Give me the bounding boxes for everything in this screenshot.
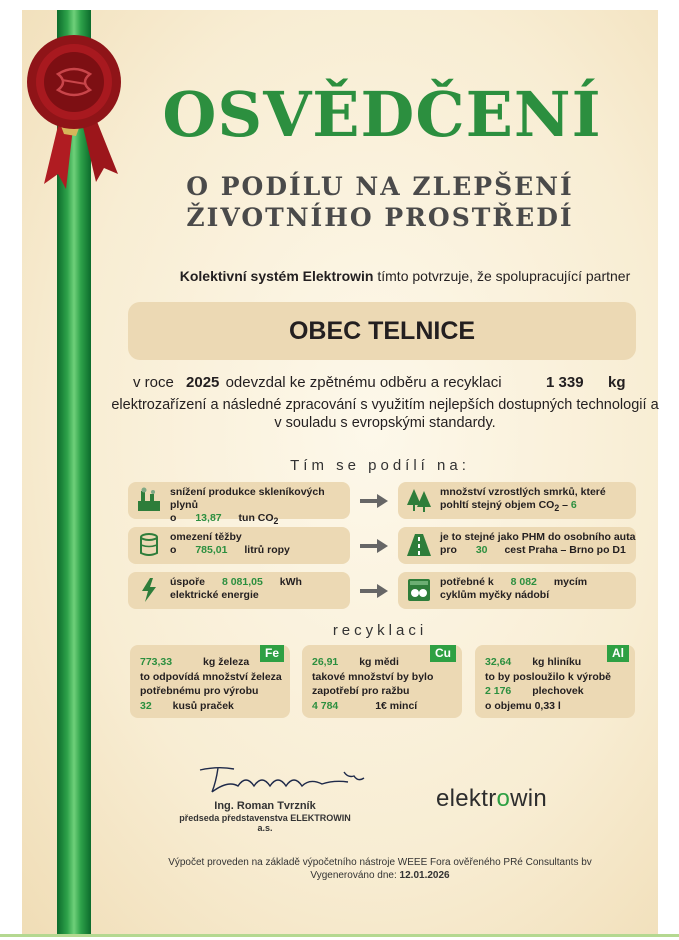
energy-line2: elektrické energie bbox=[170, 589, 259, 601]
signature-image bbox=[198, 764, 368, 798]
cu-line2: takové množství by bylo bbox=[312, 670, 434, 683]
benefit-dishwasher bbox=[398, 572, 636, 609]
al-line4: o objemu 0,33 l bbox=[485, 699, 561, 712]
dishwasher-label: potřebné k bbox=[440, 576, 494, 588]
dishwasher-icon bbox=[406, 577, 432, 603]
al-value: 32,64 bbox=[485, 656, 512, 668]
al-unit: kg hliníku bbox=[532, 656, 582, 668]
dishwasher-value: 8 082 bbox=[510, 576, 537, 588]
emissions-unit-sub: 2 bbox=[273, 516, 279, 527]
metal-card-cu bbox=[302, 645, 462, 718]
trees-line2: pohltí stejný objem CO bbox=[440, 499, 555, 511]
subtitle-line-2: ŽIVOTNÍHO PROSTŘEDÍ bbox=[186, 203, 574, 232]
logo-part-3: win bbox=[510, 785, 548, 812]
logo-part-1: elektr bbox=[436, 785, 497, 812]
car-label: je to stejné jako PHM do osobního auta bbox=[440, 531, 636, 543]
oil-value: 785,01 bbox=[195, 544, 228, 556]
trees-value: 6 bbox=[570, 499, 577, 511]
factory-icon bbox=[136, 487, 162, 513]
emissions-unit: tun CO bbox=[238, 512, 274, 524]
bottom-divider bbox=[0, 934, 679, 937]
footer-generated bbox=[100, 870, 660, 881]
metal-card-fe bbox=[130, 645, 290, 718]
al-line2: to by posloužilo k výrobě bbox=[485, 670, 612, 683]
fe-badge: Fe bbox=[260, 645, 284, 662]
energy-value: 8 081,05 bbox=[221, 576, 263, 588]
oil-prefix: o bbox=[170, 544, 177, 556]
oil-unit: litrů ropy bbox=[244, 544, 290, 556]
benefit-energy bbox=[128, 572, 350, 609]
trees-icon bbox=[406, 487, 432, 513]
cu-line3: zapotřebí pro ražbu bbox=[312, 685, 410, 697]
partner-name: OBEC TELNICE bbox=[288, 317, 476, 345]
cu-badge: Cu bbox=[430, 645, 456, 662]
road-icon bbox=[406, 532, 432, 558]
logo-part-2: o bbox=[496, 785, 511, 812]
energy-unit: kWh bbox=[279, 576, 302, 588]
partner-name-box bbox=[128, 302, 636, 360]
cu-unit: kg mědi bbox=[359, 656, 399, 668]
emissions-label: snížení produkce skleníkových plynů bbox=[170, 486, 325, 511]
year-value: 2025 bbox=[186, 374, 220, 391]
al-badge: Al bbox=[607, 645, 629, 662]
total-amount: 1 339 bbox=[546, 374, 584, 391]
car-prefix: pro bbox=[440, 544, 457, 556]
al-count-unit: plechovek bbox=[532, 685, 584, 697]
trees-line2-sub: 2 bbox=[554, 503, 560, 514]
emissions-value: 13,87 bbox=[195, 512, 222, 524]
contribution-heading: Tím se podílí na: bbox=[290, 457, 470, 474]
certificate-title: OSVĚDČENÍ bbox=[162, 78, 602, 151]
signer-role: předseda představenstva ELEKTROWIN a.s. bbox=[179, 813, 351, 833]
fe-line2: to odpovídá množství železa bbox=[140, 670, 282, 683]
benefit-car bbox=[398, 527, 636, 564]
year-middle: odevzdal ke zpětnému odběru a recyklaci bbox=[225, 374, 502, 391]
energy-label: úspoře bbox=[170, 576, 206, 588]
cu-count: 4 784 bbox=[312, 699, 339, 712]
recycling-heading: recyklaci bbox=[332, 622, 428, 639]
benefit-emissions bbox=[128, 482, 350, 527]
body-text: elektrozařízení a následné zpracování s využitím nejlepších dostupných technologií a v souladu s evropskými standardy. bbox=[111, 397, 659, 431]
car-unit: cest Praha – Brno po D1 bbox=[504, 544, 626, 556]
year-prefix: v roce bbox=[133, 374, 174, 391]
fe-value: 773,33 bbox=[140, 656, 173, 668]
intro-organization: Kolektivní systém Elektrowin bbox=[179, 268, 374, 284]
signer-name: Ing. Roman Tvrzník bbox=[214, 800, 316, 812]
subtitle-line-1: O PODÍLU NA ZLEPŠENÍ bbox=[186, 172, 574, 201]
benefit-oil bbox=[128, 527, 350, 564]
metal-card-al bbox=[475, 645, 635, 718]
emissions-prefix: o bbox=[170, 512, 177, 524]
fe-line3: potřebnému pro výrobu bbox=[140, 685, 259, 697]
lightning-icon bbox=[136, 577, 162, 603]
footer-date: 12.01.2026 bbox=[399, 870, 450, 881]
fe-count: 32 bbox=[140, 699, 152, 712]
year-line bbox=[133, 374, 633, 391]
barrel-icon bbox=[136, 532, 162, 558]
arrow-right-icon bbox=[360, 494, 388, 508]
oil-label: omezení těžby bbox=[170, 531, 242, 543]
arrow-right-icon bbox=[360, 584, 388, 598]
fe-unit: kg železa bbox=[203, 656, 250, 668]
benefit-trees bbox=[398, 482, 636, 519]
trees-dash: – bbox=[562, 499, 568, 511]
arrow-right-icon bbox=[360, 539, 388, 553]
cu-count-unit: 1€ mincí bbox=[375, 699, 418, 712]
footer-calculation-note: Výpočet proveden na základě výpočetního nástroje WEEE Fora ověřeného PRé Consultants bv bbox=[168, 857, 592, 868]
car-value: 30 bbox=[475, 544, 488, 556]
intro-rest: tímto potvrzuje, že spolupracující partner bbox=[377, 268, 631, 284]
intro-text bbox=[100, 268, 679, 284]
fe-count-unit: kusů praček bbox=[172, 699, 234, 712]
dishwasher-line2: cyklům myčky nádobí bbox=[440, 589, 550, 601]
trees-label: množství vzrostlých smrků, které bbox=[440, 486, 606, 498]
dishwasher-unit: mycím bbox=[553, 576, 588, 588]
al-count: 2 176 bbox=[485, 685, 512, 697]
cu-value: 26,91 bbox=[312, 656, 339, 668]
footer-generated-label: Vygenerováno dne: bbox=[310, 870, 397, 881]
total-unit: kg bbox=[608, 374, 626, 391]
elektrowin-logo bbox=[436, 785, 547, 813]
